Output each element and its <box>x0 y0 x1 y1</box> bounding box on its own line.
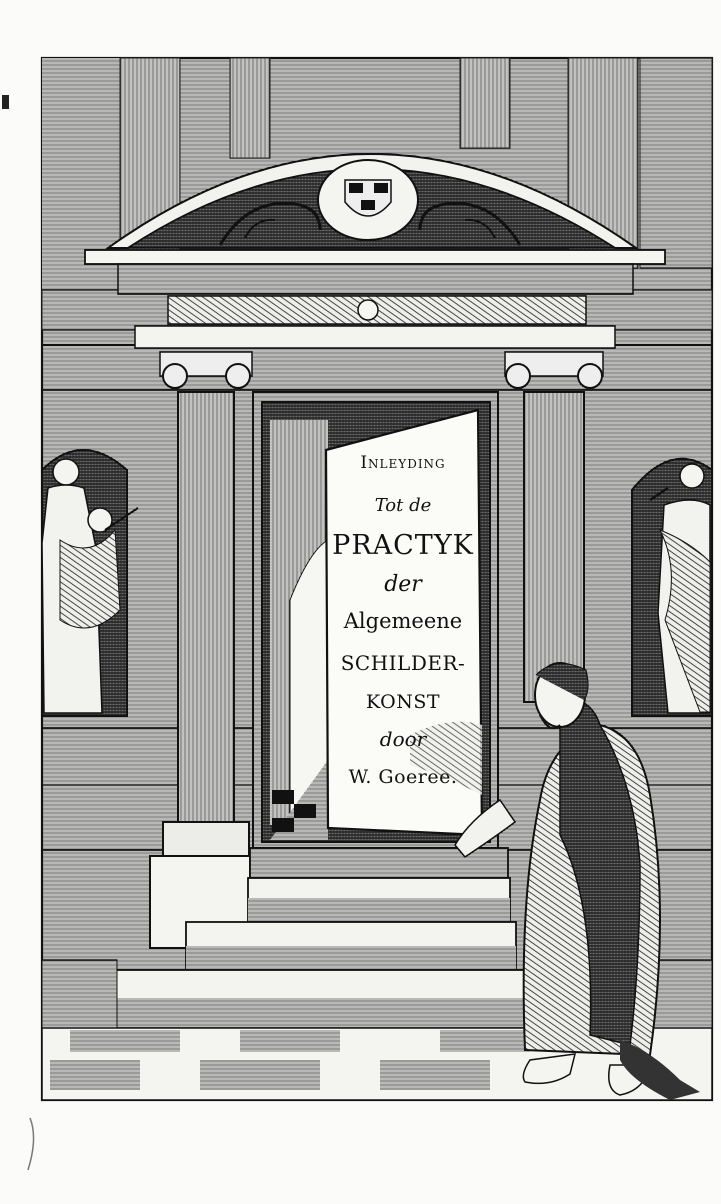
title-line-algemeene: Algemeene <box>343 609 463 633</box>
title-line-door: door <box>379 727 427 751</box>
title-line-der: der <box>384 572 422 597</box>
title-line-practyk: PRACTYK <box>332 530 474 561</box>
ink-mark <box>2 95 9 109</box>
title-line-tot-de: Tot de <box>374 495 432 516</box>
title-line-schilder: SCHILDER- <box>340 651 466 675</box>
left-niche-statue <box>42 450 138 716</box>
interior-perspective <box>270 420 328 840</box>
margin-scratch <box>28 1118 34 1170</box>
title-line-inleyding: Inleyding <box>360 453 446 473</box>
right-niche-statue <box>632 459 712 716</box>
title-line-konst: KONST <box>365 691 441 713</box>
author-name: W. Goeree. <box>348 766 458 788</box>
